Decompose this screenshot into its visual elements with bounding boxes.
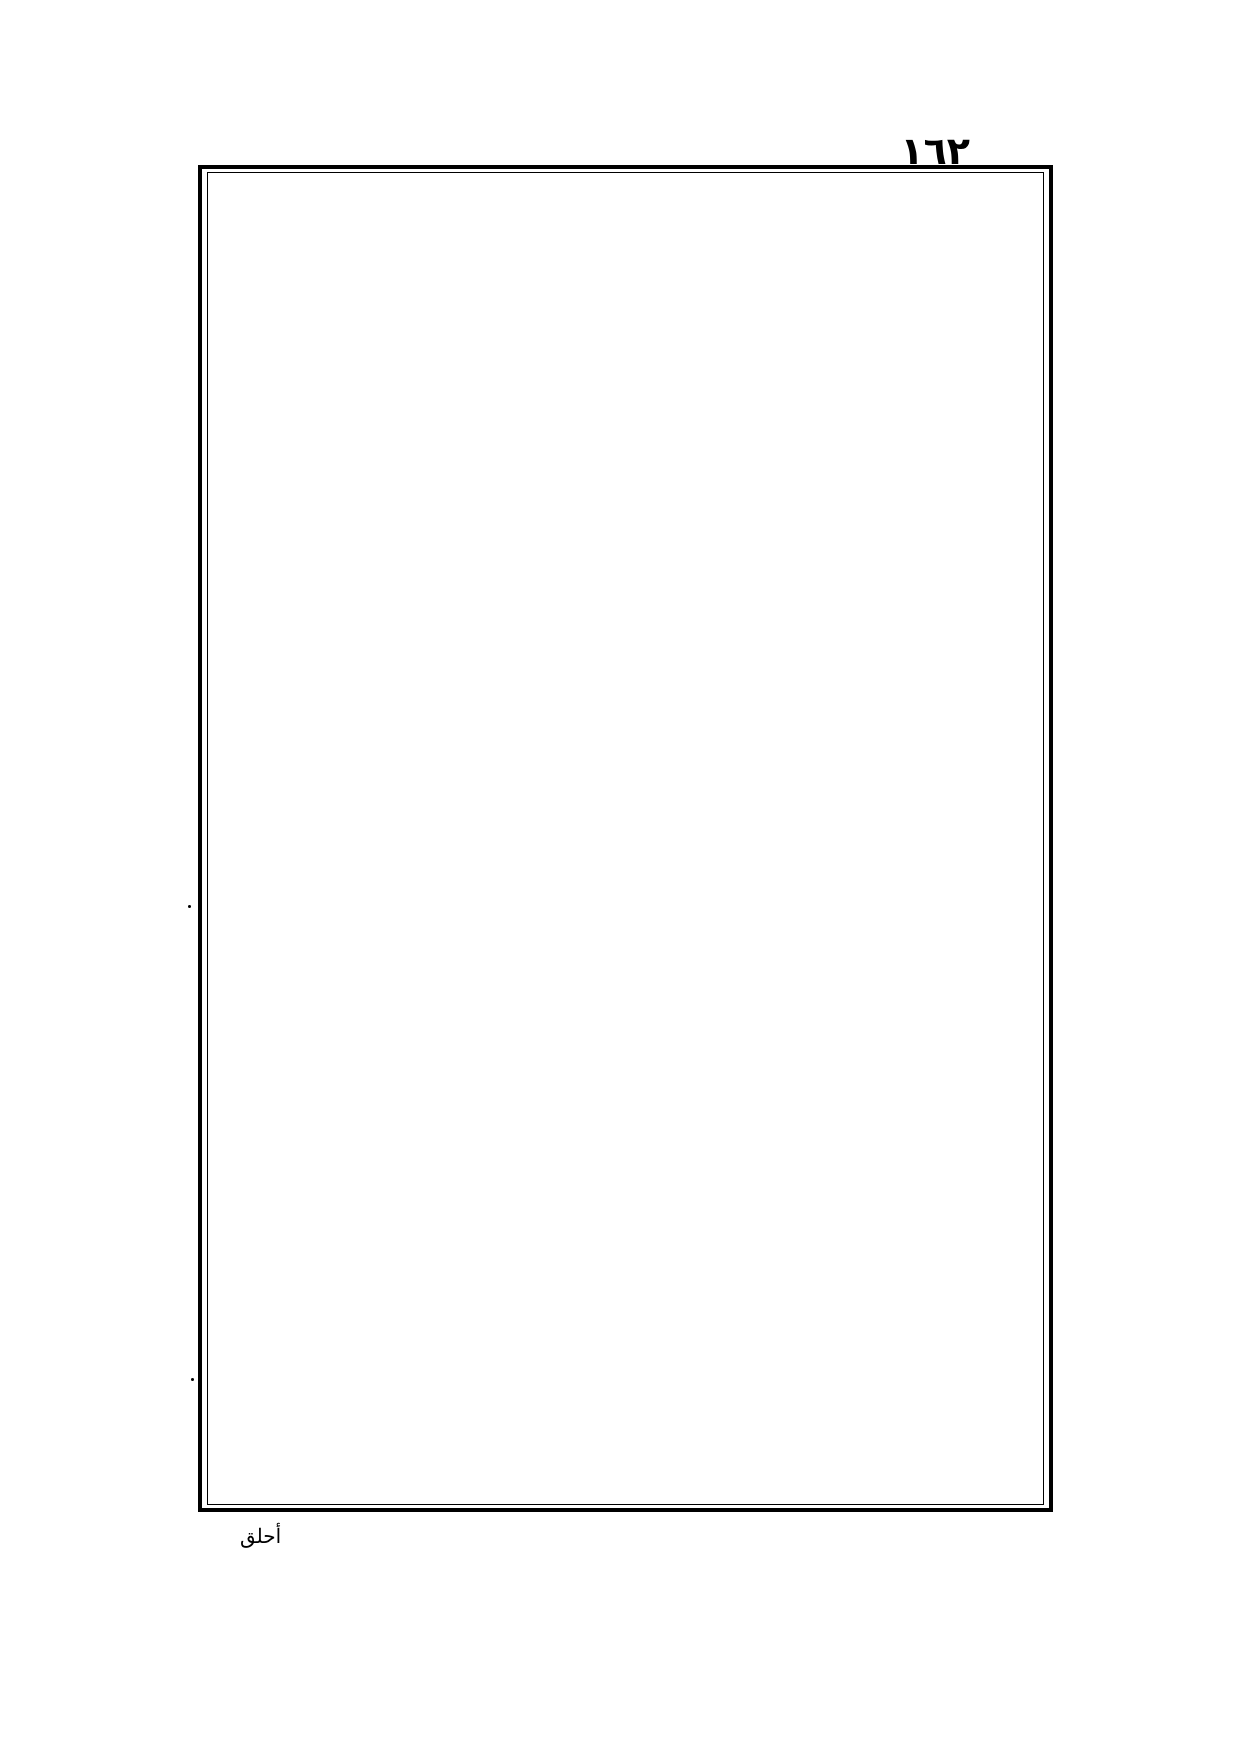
text-line xyxy=(222,912,1030,949)
text-line xyxy=(222,1462,1030,1499)
text-line xyxy=(222,288,1030,325)
ink-speck xyxy=(191,1378,194,1381)
text-line xyxy=(222,802,1030,839)
text-line xyxy=(222,435,1030,472)
text-line xyxy=(222,1425,1030,1462)
text-line xyxy=(222,838,1030,875)
text-line xyxy=(222,251,1030,288)
text-line xyxy=(222,1169,1030,1206)
text-line xyxy=(222,215,1030,252)
text-line xyxy=(222,692,1030,729)
text-line xyxy=(222,1095,1030,1132)
ink-speck xyxy=(188,905,191,908)
text-line xyxy=(222,875,1030,912)
text-line xyxy=(222,985,1030,1022)
catchword: أحلق xyxy=(240,1524,282,1548)
text-line xyxy=(222,1352,1030,1389)
text-line xyxy=(222,1279,1030,1316)
text-line xyxy=(222,1205,1030,1242)
text-line xyxy=(222,582,1030,619)
body-text xyxy=(222,178,1030,1500)
text-line xyxy=(222,618,1030,655)
text-line xyxy=(222,1059,1030,1096)
text-line xyxy=(222,1389,1030,1426)
text-line xyxy=(222,1132,1030,1169)
text-line xyxy=(222,398,1030,435)
text-line xyxy=(222,361,1030,398)
text-line xyxy=(222,1022,1030,1059)
text-line xyxy=(222,1315,1030,1352)
text-line xyxy=(222,1242,1030,1279)
text-line xyxy=(222,325,1030,362)
text-line xyxy=(222,508,1030,545)
text-line xyxy=(222,728,1030,765)
text-line xyxy=(222,545,1030,582)
text-line xyxy=(222,655,1030,692)
page-number: ١٦٢ xyxy=(900,129,970,173)
text-line xyxy=(222,472,1030,509)
text-line xyxy=(222,178,1030,215)
text-line xyxy=(222,765,1030,802)
text-line xyxy=(222,948,1030,985)
